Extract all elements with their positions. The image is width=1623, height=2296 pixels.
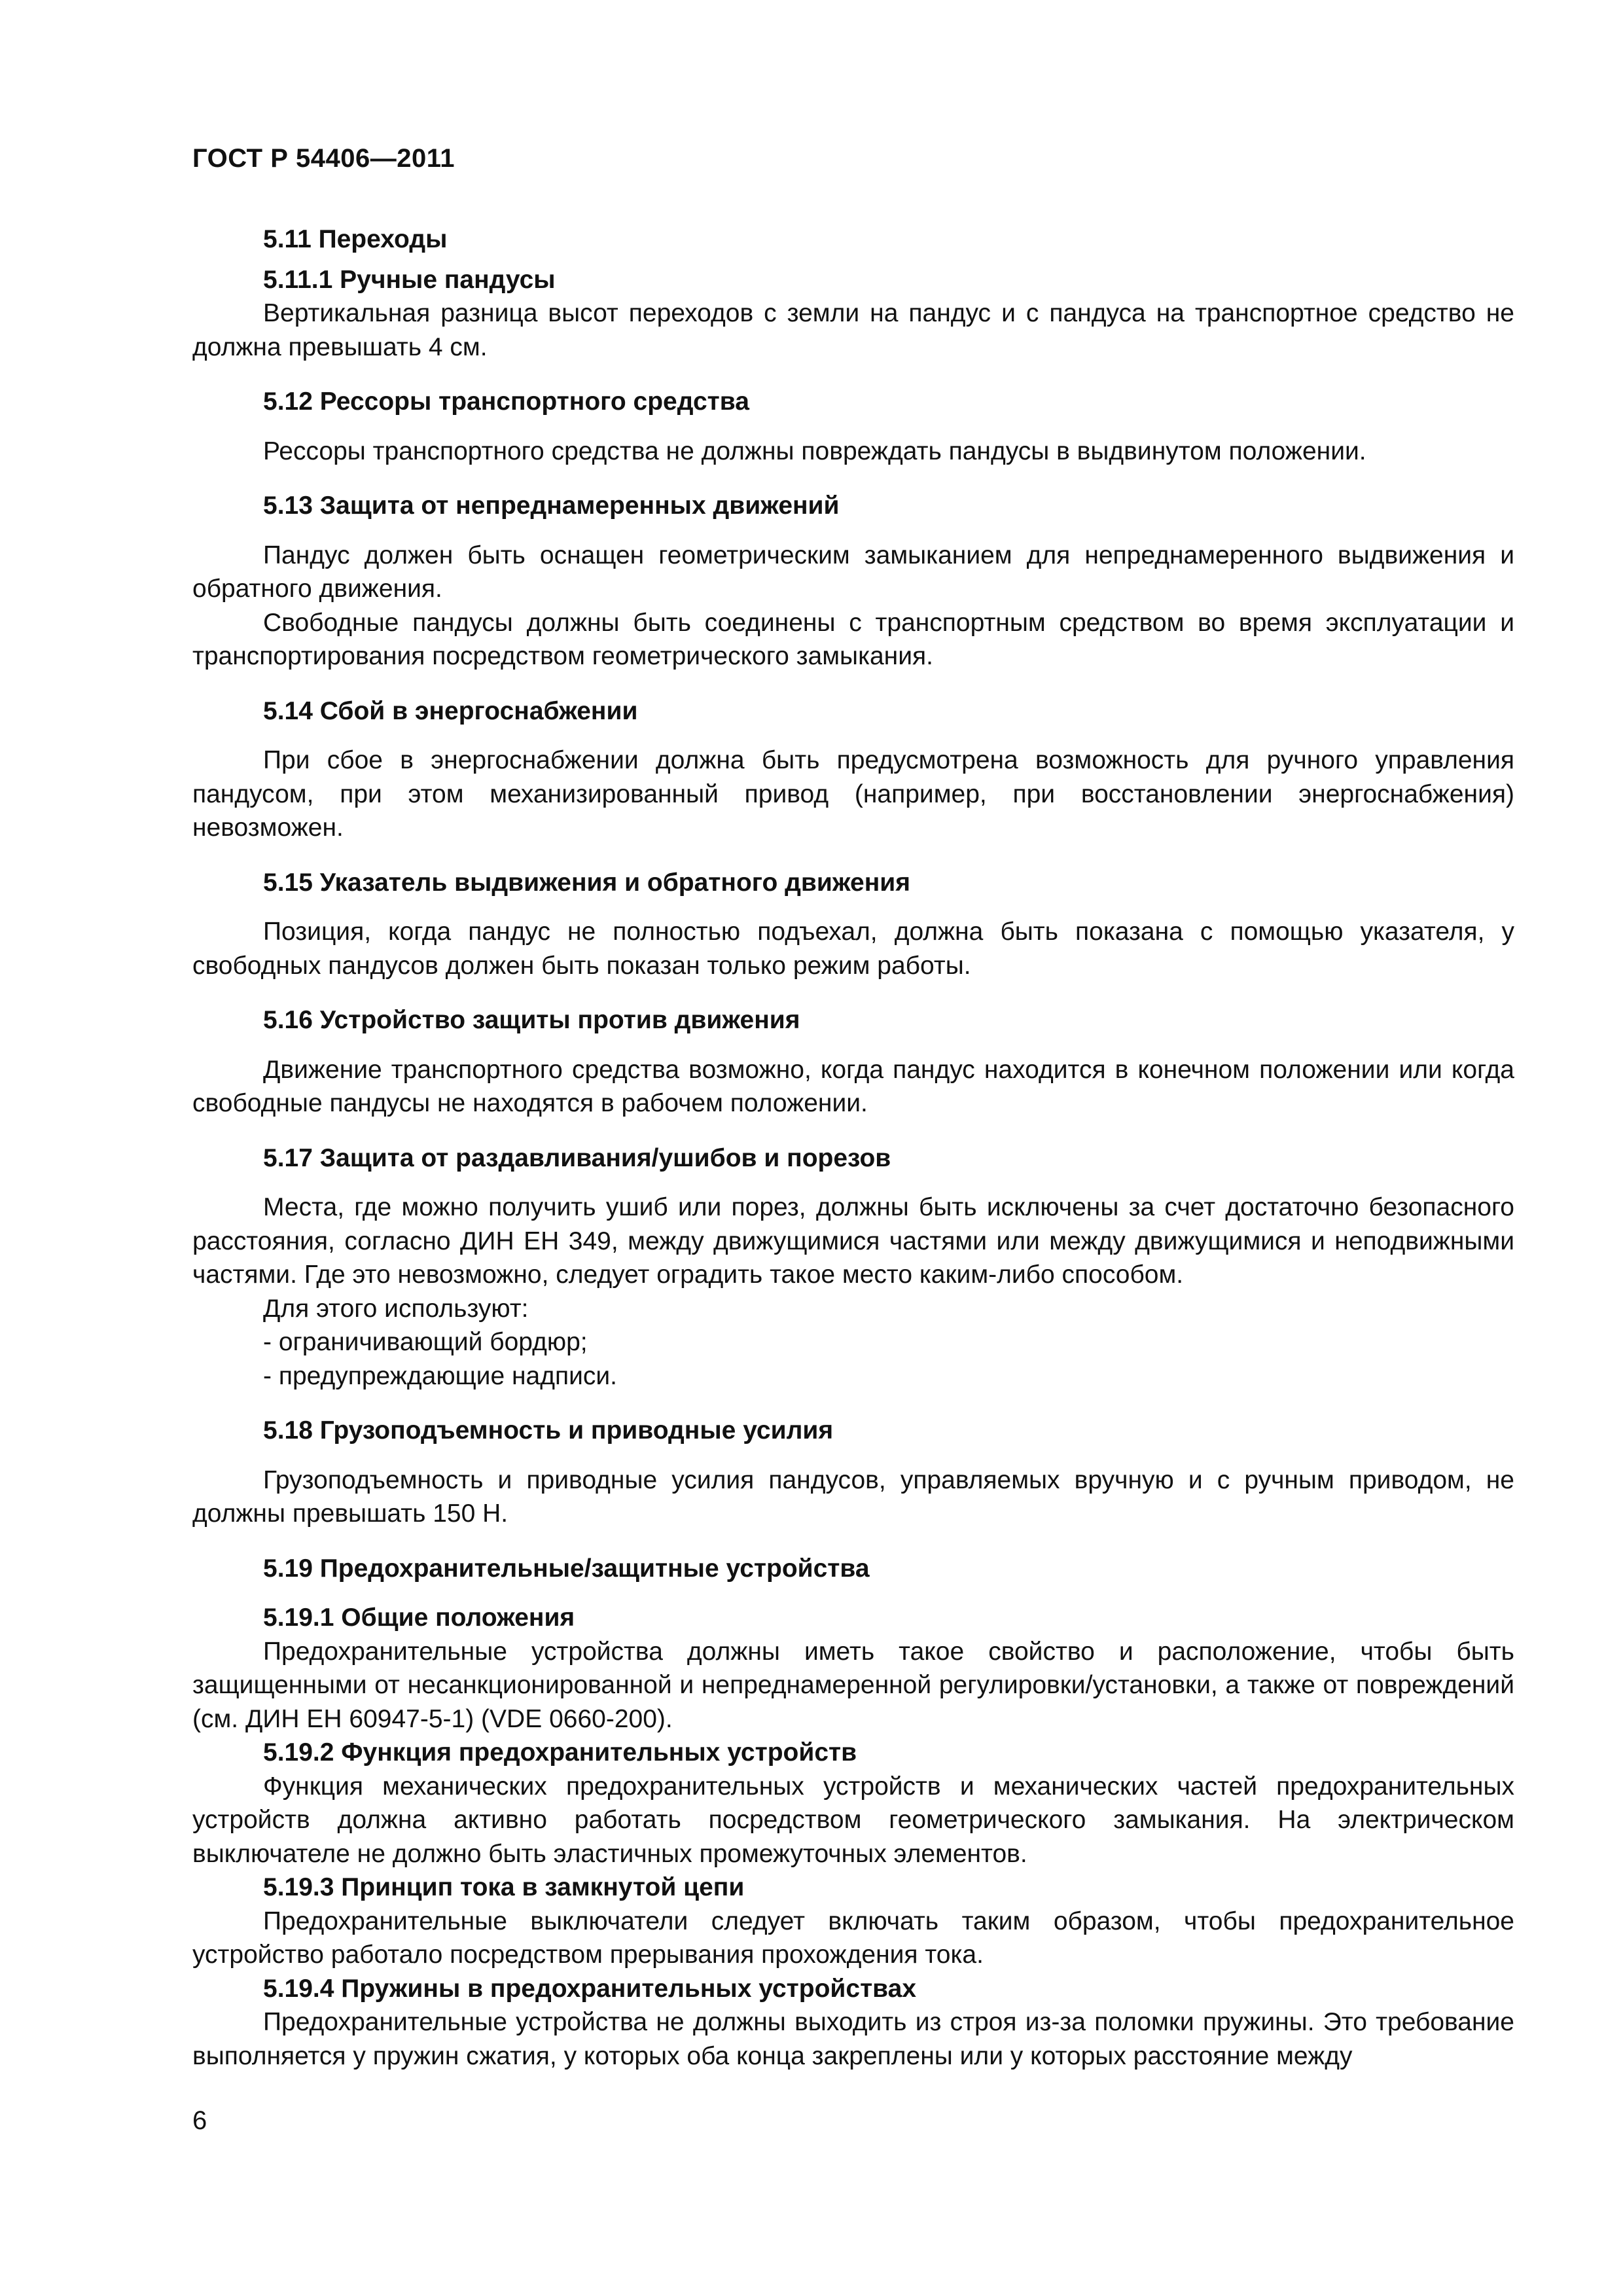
list-intro: Для этого используют: <box>263 1294 529 1323</box>
section-heading: 5.11.1 Ручные пандусы <box>263 265 556 294</box>
page-number: 6 <box>192 2106 207 2135</box>
section-heading: 5.13 Защита от непреднамеренных движений <box>263 492 840 520</box>
document-body <box>192 223 1514 2073</box>
section-heading: 5.18 Грузоподъемность и приводные усилия <box>263 1416 834 1444</box>
section-heading: 5.19.1 Общие положения <box>263 1604 575 1632</box>
section-heading: 5.14 Сбой в энергоснабжении <box>263 696 638 725</box>
section-heading: 5.16 Устройство защиты против движения <box>263 1006 800 1034</box>
paragraph: Места, где можно получить ушиб или порез, должны быть исключены за счет достаточно безопасного расстояния, согласно ДИН ЕН 349, между движущимися частями или между движущимися и неподвижными частями. Где это невозможно, следует оградить такое место каким-либо способом. <box>192 1193 1514 1289</box>
paragraph: Предохранительные устройства не должны выходить из строя из-за поломки пружины. Это требование выполняется у пружин сжатия, у которых оба конца закреплены или у которых расстояние между <box>192 2008 1514 2070</box>
paragraph: Пандус должен быть оснащен геометрическим замыканием для непреднамеренного выдвижения и обратного движения. <box>192 541 1514 603</box>
paragraph: Вертикальная разница высот переходов с земли на пандус и с пандуса на транспортное средство не должна превышать 4 см. <box>192 299 1514 361</box>
section-heading: 5.19.4 Пружины в предохранительных устройствах <box>263 1974 917 2003</box>
paragraph: Функция механических предохранительных устройств и механических частей предохранительных устройств должна активно работать посредством геометрического замыкания. На электрическом выключателе не должно быть эластичных промежуточных элементов. <box>192 1772 1514 1868</box>
section-heading: 5.19.2 Функция предохранительных устройств <box>263 1738 857 1767</box>
paragraph: Позиция, когда пандус не полностью подъехал, должна быть показана с помощью указателя, у свободных пандусов должен быть показан только режим работы. <box>192 918 1514 980</box>
paragraph: Предохранительные устройства должны иметь такое свойство и расположение, чтобы быть защищенными от несанкционированной и непреднамеренной регулировки/установки, а также от повреждений (см. ДИН ЕН 60947-5-1) (VDE 0660-200). <box>192 1637 1514 1733</box>
section-heading: 5.11 Переходы <box>263 225 448 253</box>
document-code: ГОСТ Р 54406—2011 <box>192 144 455 173</box>
section-heading: 5.15 Указатель выдвижения и обратного движения <box>263 868 910 897</box>
paragraph: При сбое в энергоснабжении должна быть предусмотрена возможность для ручного управления пандусом, при этом механизированный привод (например, при восстановлении энергоснабжения) невозможен. <box>192 746 1514 842</box>
list-item: - предупреждающие надписи. <box>263 1361 617 1390</box>
paragraph: Движение транспортного средства возможно, когда пандус находится в конечном положении или когда свободные пандусы не находятся в рабочем положении. <box>192 1055 1514 1117</box>
paragraph: Рессоры транспортного средства не должны повреждать пандусы в выдвинутом положении. <box>263 437 1366 465</box>
list-item: - ограничивающий бордюр; <box>263 1328 588 1356</box>
paragraph: Предохранительные выключатели следует включать таким образом, чтобы предохранительное устройство работало посредством прерывания прохождения тока. <box>192 1907 1514 1969</box>
section-heading: 5.17 Защита от раздавливания/ушибов и порезов <box>263 1143 891 1172</box>
paragraph: Свободные пандусы должны быть соединены с транспортным средством во время эксплуатации и транспортирования посредством геометрического замыкания. <box>192 608 1514 670</box>
paragraph: Грузоподъемность и приводные усилия пандусов, управляемых вручную и с ручным приводом, не должны превышать 150 Н. <box>192 1465 1514 1528</box>
section-heading: 5.12 Рессоры транспортного средства <box>263 387 749 416</box>
section-heading: 5.19 Предохранительные/защитные устройства <box>263 1554 870 1583</box>
section-heading: 5.19.3 Принцип тока в замкнутой цепи <box>263 1873 745 1901</box>
